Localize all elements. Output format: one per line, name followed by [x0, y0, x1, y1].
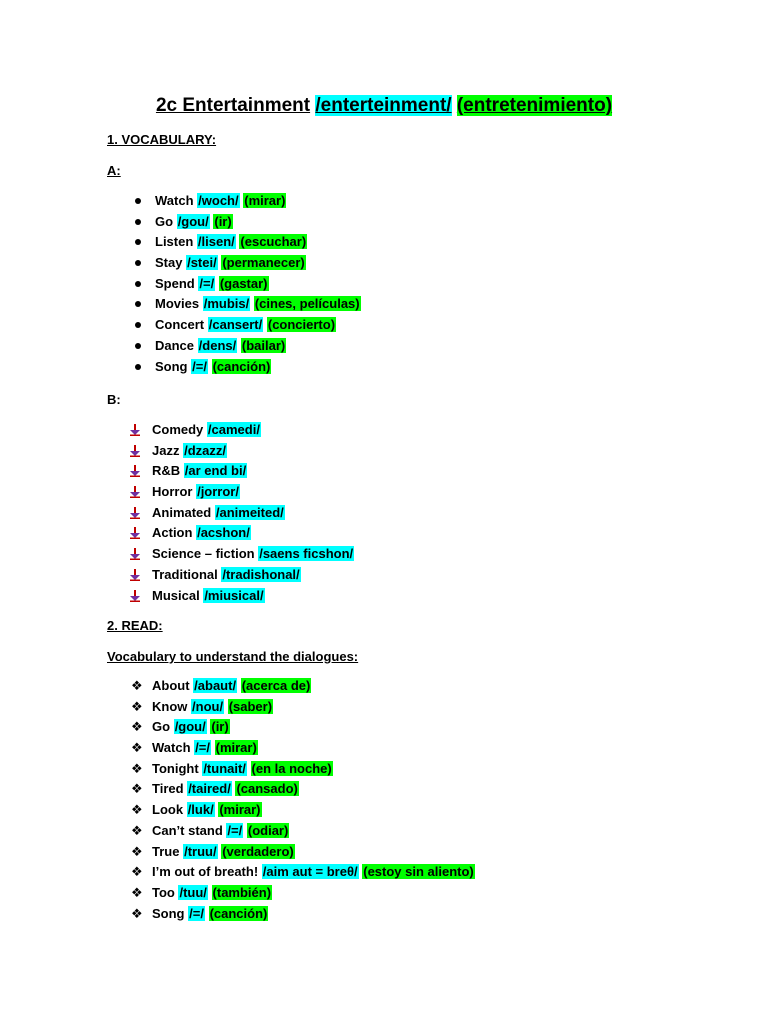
title-translation: (entretenimiento)	[456, 95, 613, 116]
entry-text	[152, 904, 268, 925]
entry-translation: (ir)	[214, 213, 232, 229]
down-arrow-bullet-icon	[130, 424, 140, 436]
bullet-dot-icon	[135, 343, 141, 349]
entry-text	[155, 336, 286, 357]
diamond-bullet-icon: ❖	[131, 760, 143, 776]
entry-word: Science – fiction	[152, 546, 255, 562]
entry-text	[152, 738, 258, 759]
entry-word: Movies	[155, 296, 200, 312]
entry-word: I’m out of breath!	[152, 864, 259, 880]
bullet-dot-icon	[135, 322, 141, 328]
entry-translation: (verdadero)	[222, 843, 294, 859]
entry-text	[152, 676, 311, 697]
entry-text	[152, 821, 289, 842]
diamond-bullet-icon: ❖	[131, 678, 143, 693]
entry-phonetic: /acshon/	[197, 525, 250, 541]
entry-word: Go	[152, 719, 171, 735]
entry-translation: (en la noche)	[251, 760, 332, 776]
entry-word: Tired	[152, 781, 184, 797]
entry-word: Spend	[155, 275, 195, 291]
entry-phonetic: /miusical/	[204, 587, 264, 603]
entry-text	[152, 883, 272, 904]
entry-phonetic: /woch/	[198, 193, 239, 208]
entry-phonetic: /lisen/	[197, 234, 235, 250]
entry-text	[152, 586, 265, 607]
entry-phonetic: /=/	[195, 740, 210, 756]
entry-translation: (canción)	[209, 905, 268, 921]
heading-read: 2. READ:	[107, 618, 163, 633]
entry-phonetic: /abaut/	[194, 678, 237, 693]
entry-phonetic: /camedi/	[207, 422, 260, 437]
bullet-dot-icon	[135, 281, 141, 287]
entry-translation: (acerca de)	[241, 678, 311, 693]
entry-word: Listen	[155, 234, 194, 250]
entry-phonetic: /=/	[189, 905, 204, 921]
diamond-bullet-icon: ❖	[131, 740, 143, 756]
entry-phonetic: /tunait/	[203, 760, 246, 776]
heading-dialogues: Vocabulary to understand the dialogues:	[107, 649, 359, 664]
down-arrow-bullet-icon	[130, 507, 140, 519]
diamond-bullet-icon: ❖	[131, 884, 143, 900]
page-title	[0, 94, 768, 118]
entry-phonetic: /animeited/	[215, 504, 284, 520]
entry-translation: (canción)	[212, 358, 271, 374]
heading-vocabulary: 1. VOCABULARY:	[107, 132, 217, 147]
diamond-bullet-icon: ❖	[131, 802, 143, 818]
diamond-bullet-icon: ❖	[131, 864, 143, 880]
entry-word: Too	[152, 884, 175, 900]
entry-phonetic: /=/	[227, 822, 243, 838]
entry-text	[152, 862, 475, 883]
entry-word: Watch	[152, 740, 191, 756]
entry-text	[152, 800, 262, 821]
entry-translation: (también)	[212, 884, 272, 900]
entry-text	[152, 717, 230, 738]
heading-a: A:	[107, 163, 121, 178]
entry-word: Traditional	[152, 566, 218, 582]
entry-phonetic: /truu/	[184, 843, 217, 859]
entry-word: Go	[155, 213, 174, 229]
entry-phonetic: /nou/	[192, 698, 224, 714]
diamond-bullet-icon: ❖	[131, 698, 143, 714]
entry-word: Concert	[155, 317, 205, 333]
entry-phonetic: /cansert/	[208, 317, 263, 333]
entry-text	[152, 544, 354, 565]
entry-word: Song	[155, 358, 188, 374]
diamond-bullet-icon: ❖	[131, 905, 143, 921]
entry-text	[152, 779, 299, 800]
entry-text	[152, 420, 261, 441]
entry-text	[152, 503, 285, 524]
entry-phonetic: /mubis/	[203, 296, 250, 312]
entry-phonetic: /=/	[192, 358, 207, 374]
title-phonetic: /enterteinment/	[315, 95, 452, 116]
entry-phonetic: /jorror/	[197, 484, 239, 500]
entry-word: Dance	[155, 337, 195, 353]
entry-translation: (odiar)	[247, 822, 289, 838]
down-arrow-bullet-icon	[130, 590, 140, 602]
entry-text	[155, 232, 307, 253]
entry-phonetic: /tuu/	[179, 884, 207, 900]
entry-word: Jazz	[152, 442, 180, 458]
entry-word: Tonight	[152, 760, 199, 776]
entry-phonetic: /taired/	[188, 781, 231, 797]
entry-word: Song	[152, 905, 185, 921]
diamond-bullet-icon: ❖	[131, 843, 143, 859]
entry-phonetic: /=/	[199, 275, 215, 291]
diamond-bullet-icon: ❖	[131, 781, 143, 797]
diamond-bullet-icon: ❖	[131, 719, 143, 735]
entry-phonetic: /aim aut = breθ/	[262, 864, 358, 880]
entry-word: R&B	[152, 463, 181, 479]
entry-translation: (ir)	[211, 719, 229, 735]
entry-phonetic: /gou/	[174, 719, 206, 735]
bullet-dot-icon	[135, 364, 141, 370]
entry-text	[152, 482, 240, 503]
down-arrow-bullet-icon	[130, 548, 140, 560]
entry-text	[152, 523, 251, 544]
entry-phonetic: /stei/	[187, 255, 217, 271]
down-arrow-bullet-icon	[130, 569, 140, 581]
down-arrow-bullet-icon	[130, 527, 140, 539]
entry-text	[152, 759, 333, 780]
entry-text	[155, 191, 286, 212]
entry-text	[152, 697, 273, 718]
entry-word: True	[152, 843, 180, 859]
entry-word: Can’t stand	[152, 822, 223, 838]
entry-phonetic: /saens ficshon/	[259, 546, 354, 562]
entry-translation: (mirar)	[244, 193, 286, 208]
entry-phonetic: /dens/	[198, 337, 237, 353]
bullet-dot-icon	[135, 198, 141, 204]
entry-translation: (mirar)	[219, 802, 261, 818]
entry-text	[155, 253, 306, 274]
entry-text	[152, 565, 301, 586]
entry-phonetic: /ar end bi/	[184, 463, 247, 479]
entry-translation: (permanecer)	[222, 255, 305, 271]
entry-text	[152, 461, 247, 482]
entry-translation: (concierto)	[267, 317, 336, 333]
entry-translation: (cines, películas)	[254, 296, 360, 312]
entry-translation: (saber)	[228, 698, 273, 714]
entry-word: Watch	[155, 193, 194, 208]
entry-word: Action	[152, 525, 193, 541]
bullet-dot-icon	[135, 260, 141, 266]
entry-word: Musical	[152, 587, 200, 603]
entry-word: Look	[152, 802, 184, 818]
entry-word: Comedy	[152, 422, 204, 437]
entry-phonetic: /tradishonal/	[222, 566, 300, 582]
entry-phonetic: /gou/	[177, 213, 209, 229]
entry-word: Animated	[152, 504, 212, 520]
entry-translation: (bailar)	[241, 337, 286, 353]
entry-text	[155, 212, 233, 233]
bullet-dot-icon	[135, 239, 141, 245]
entry-word: About	[152, 678, 190, 693]
down-arrow-bullet-icon	[130, 465, 140, 477]
entry-text	[152, 441, 227, 462]
entry-word: Know	[152, 698, 188, 714]
diamond-bullet-icon: ❖	[131, 822, 143, 838]
heading-b: B:	[107, 392, 121, 407]
entry-translation: (cansado)	[236, 781, 298, 797]
entry-translation: (gastar)	[219, 275, 268, 291]
entry-text	[152, 842, 295, 863]
entry-translation: (escuchar)	[240, 234, 307, 250]
entry-phonetic: /dzazz/	[184, 442, 226, 458]
entry-text	[155, 294, 361, 315]
bullet-dot-icon	[135, 219, 141, 225]
entry-text	[155, 315, 336, 336]
bullet-dot-icon	[135, 301, 141, 307]
title-word: 2c Entertainment	[155, 95, 311, 116]
entry-translation: (estoy sin aliento)	[363, 864, 474, 880]
entry-translation: (mirar)	[215, 740, 257, 756]
down-arrow-bullet-icon	[130, 445, 140, 457]
entry-phonetic: /luk/	[187, 802, 214, 818]
entry-text	[155, 357, 271, 378]
entry-word: Horror	[152, 484, 193, 500]
down-arrow-bullet-icon	[130, 486, 140, 498]
entry-text	[155, 274, 269, 295]
entry-word: Stay	[155, 255, 183, 271]
